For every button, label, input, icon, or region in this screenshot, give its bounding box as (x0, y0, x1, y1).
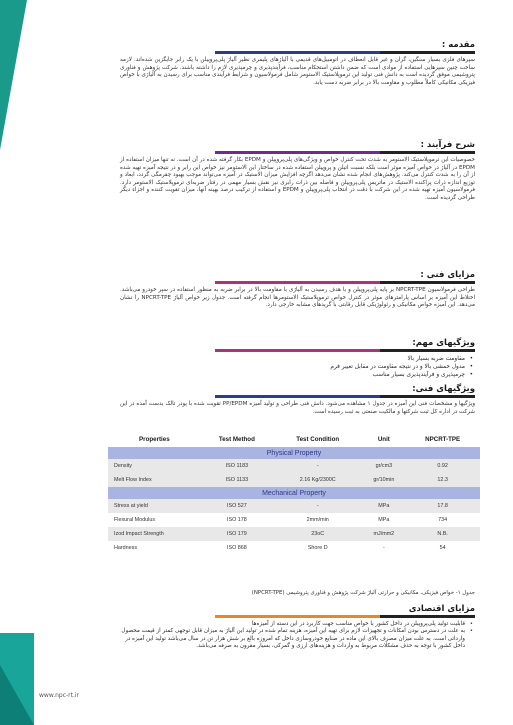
list-item: • مدول خمشی بالا و در نتیجه مقاومت در مقابل تغییر فرم (120, 363, 465, 371)
section-process (120, 140, 475, 203)
list-item: • قابلیت تولید پلی‌پروپیلن در داخل کشور با خواص مناسب جهت کاربرد در این دسته از آمیزه‌ها (120, 621, 465, 628)
section-technical-specs (120, 384, 475, 416)
section-title: شرح فرآیند : (420, 140, 475, 150)
section-title: مقدمه : (441, 40, 475, 50)
table-row (108, 513, 480, 527)
table-cell: ISO 1133 (201, 473, 273, 487)
table-cell: - (273, 459, 362, 473)
section-title: مزایای اقتصادی (408, 604, 475, 614)
table-cell: Density (108, 459, 201, 473)
bottom-left-accent-dark (0, 665, 34, 725)
section-title: ویژگیهای فنی: (412, 384, 475, 394)
table-cell: gr/cm3 (362, 459, 405, 473)
section-paragraph: ویژگیها و مشخصات فنی این آمیزه در جدول ۱ مشاهده می‌شود. دانش فنی طراحی و تولید آمیزه PP/EPDM تقویت شده با پودر تالک بدست آمده در این شرکت در اداره کل ثبت شرکتها و مالکیت صنعتی به ثبت رسیده است. (120, 401, 476, 415)
table-row (108, 459, 480, 473)
table-group-row (108, 487, 480, 499)
table-row (108, 541, 480, 555)
col-header: Unit (377, 436, 390, 443)
list-item: • چرمپذیری و فرآیندپذیری بسیار مناسب (120, 371, 465, 379)
properties-table (108, 430, 480, 555)
table-cell: gr/10min (362, 473, 405, 487)
table-cell: MPa (362, 499, 405, 513)
table-cell: 54 (439, 545, 446, 551)
table-cell: 23oC (273, 527, 362, 541)
section-paragraph: سپرهای فلزی بسیار سنگین، گران و غیر قابل انعطاف در اتومبیل‌های قدیمی با آلیاژهای پلیمری نظیر آلیاژ پلی‌پروپیلن با یک رابر جایگزین شده‌اند. لازمه ساخت چنین سپرهایی استفاده از موادی است که ضمن داشتن استحکام مناسب، فرآیندپذیری و چرمپذیری لازم را داشته باشند. شرکت پژوهش و فناوری پتروشیمی موفق گردیده است به دانش فنی تولید این ترموپلاستیک الاستومر شامل فرمولاسیون و شرایط فرآیندی مناسب برای رسیدن به آلیاژی با خواص فیزیکی مکانیکی کاملاً مطلوب و مقاومت بالا در برابر ضربه دست یابد. (120, 57, 475, 86)
table-caption: جدول ۱- خواص فیزیکی، مکانیکی و حرارتی آلیاژ شرکت پژوهش و فناوری پتروشیمی (NPCRT-TPE) (251, 590, 475, 596)
list-item: • به علت در دسترس بودن امکانات و تجهیزات لازم برای تهیه این آمیزه، هزینه تمام شده در تولید این آلیاژ به میزان قابل توجهی کمتر از قیمت محصول وارداتی است. به علت میزان مصرف بالای این ماده در صنایع خودروسازی داخل که امروزه بالغ بر شش هزار تن در سال می‌باشد تولید این آمیزه در داخل کشور با توجه به حذف مشکلات مربوط به واردات و هزینه‌های ارزی و گمرکی، بسیار مقرون به صرفه می‌باشد. (120, 628, 465, 650)
table-cell: - (382, 545, 385, 551)
section-paragraph: خصوصیات این ترموپلاستیک الاستومر به شدت تحت کنترل خواص و ویژگی‌های پلی‌پروپیلن و EPDM بکار گرفته شده در آن است. نه تنها میزان استفاده از EPDM در آلیاژ در خواص آمیزه موثر است بلکه نسبت اتیلن و پروپیلن استفاده شده در ساختار این الاستومر نیز خواص این رابر و در نتیجه آمیزه تهیه شده از آن را به شدت کنترل می‌کند. پژوهش‌های انجام شده نشان می‌دهد اگرچه افزایش میزان الاستیک در آمیزه می‌تواند موجب بهبود چقرمگی گردد، ابعاد و توزیع اندازه ذرات پراکنده الاستیک در ماتریس پلی‌پروپیلن و فاصله بین ذرات رابری نیز نقش بسیار مهمی در رفتار ضربه‌ای ترموپلاستیک الاستومر دارد. فرمولاسیون آمیزه تهیه شده در این شرکت با دقت در انتخاب پلی‌پروپیلن و EPDM و استفاده از ترکیب درصد بهینه آنها، میزان تقویت کننده و اجزاء دیگر طراحی گردیده است. (120, 157, 475, 201)
table-cell: N.B. (405, 527, 480, 541)
section-economic-advantages (120, 604, 475, 651)
table-cell: 2.16 Kg/2300C (273, 473, 362, 487)
table-cell: ISO 1183 (201, 459, 273, 473)
table-cell: Stress at yield (108, 499, 201, 513)
table-row (108, 473, 480, 487)
section-introduction (120, 40, 475, 87)
table-cell: Shore D (307, 545, 328, 551)
table-cell: Flexural Modulus (114, 517, 156, 523)
table-cell: ISO 178 (226, 517, 247, 523)
table-cell: 17.8 (405, 499, 480, 513)
table-cell: mJ/mm2 (362, 527, 405, 541)
section-rule (120, 615, 475, 618)
footer-url: www.npc-rt.ir (39, 692, 80, 699)
section-paragraph: طراحی فرمولاسیون NPCRT-TPE بر پایه پلی‌پروپیلن و با هدف رسیدن به آلیاژی با مقاومت بالا در برابر ضربه به منظور استفاده در سپر خودرو می‌باشد. اختلاط این آمیزه بر اساس پارامترهای موثر در کنترل خواص ترموپلاستیک الاستومرها انجام گرفته است. جدول زیر خواص آلیاژ NPCRT-TPE را نشان می‌دهد. این آمیزه خواص مکانیکی و رئولوژیکی قابل رقابتی با گریدهای مشابه خارجی دارد. (120, 287, 476, 309)
group-title: Physical Property (108, 447, 480, 459)
table-row (108, 499, 480, 513)
table-row (108, 527, 480, 541)
table-cell: ISO 868 (226, 545, 247, 551)
table-cell: - (273, 499, 362, 513)
table-cell: Izod Impact Strength (108, 527, 201, 541)
table-cell: 12.3 (405, 473, 480, 487)
table-cell: 0.92 (405, 459, 480, 473)
table-cell: Hardness (114, 545, 138, 551)
section-title: ویژگیهای مهم: (412, 338, 475, 348)
table-cell: Melt Flow Index (108, 473, 201, 487)
table-cell: ISO 179 (201, 527, 273, 541)
col-header: NPCRT-TPE (425, 436, 461, 443)
list-item: • مقاومت ضربه بسیار بالا (120, 355, 465, 363)
economic-list (120, 621, 475, 651)
section-rule (120, 51, 475, 54)
section-title: مزایای فنی : (420, 270, 475, 280)
section-key-features (120, 338, 475, 379)
table-group-row (108, 447, 480, 459)
table-cell: ISO 527 (201, 499, 273, 513)
col-header: Test Condition (296, 436, 340, 443)
table-cell: MPa (378, 517, 390, 523)
col-header: Test Method (218, 436, 255, 443)
table-cell: 734 (438, 517, 448, 523)
group-title: Mechanical Property (108, 487, 480, 499)
table-cell: 2mm/min (306, 517, 329, 523)
col-header: Properties (139, 436, 170, 443)
section-technical-advantages (120, 270, 475, 310)
section-rule (120, 349, 475, 352)
section-rule (120, 395, 475, 398)
section-rule (120, 281, 475, 284)
feature-list (120, 355, 475, 379)
section-rule (120, 151, 475, 154)
top-left-accent (0, 0, 27, 150)
table-header-row (108, 430, 480, 447)
